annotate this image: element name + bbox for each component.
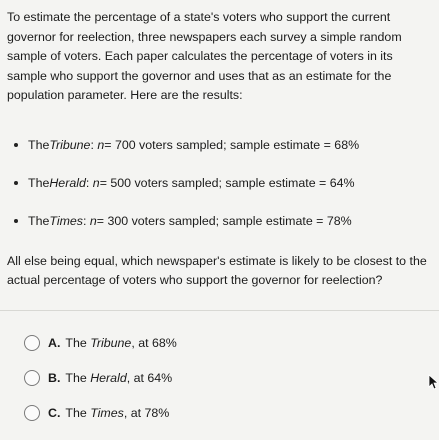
result-prefix: The: [28, 214, 50, 228]
mouse-pointer-icon: [428, 374, 438, 390]
result-colon: :: [82, 214, 87, 228]
choice-c[interactable]: [24, 404, 169, 422]
choice-paper: Tribune: [90, 336, 132, 350]
choice-letter: A.: [48, 336, 61, 350]
bullet-icon: [14, 143, 18, 147]
question-line: actual percentage of voters who support the governor for reelection?: [7, 272, 383, 287]
result-detail: = 300 voters sampled; sample estimate = 78%: [96, 214, 352, 228]
result-detail: = 500 voters sampled; sample estimate = 64%: [99, 176, 355, 190]
passage-line: To estimate the percentage of a state's voters who support the current: [7, 10, 391, 24]
result-item-times: [14, 212, 352, 230]
question-line: All else being equal, which newspaper's estimate is likely to be closest to the: [7, 254, 427, 268]
passage-line: sample who support the governor and uses that as an estimate for the: [7, 68, 392, 83]
passage: [7, 8, 431, 106]
result-n-label: n: [89, 214, 97, 228]
choice-prefix: The: [65, 371, 87, 385]
divider: [0, 310, 439, 311]
choice-a[interactable]: [24, 334, 177, 352]
result-colon: :: [90, 138, 94, 152]
result-item-herald: [14, 174, 355, 192]
result-paper-name: Tribune: [49, 138, 91, 152]
result-prefix: The: [28, 176, 50, 190]
result-paper-name: Herald: [49, 176, 86, 190]
choice-paper: Times: [90, 406, 124, 420]
choice-b[interactable]: [24, 369, 172, 387]
choice-suffix: , at 64%: [126, 371, 173, 385]
result-n-label: n: [92, 176, 100, 190]
passage-line: governor for reelection, three newspapers each survey a simple random: [7, 29, 402, 44]
choice-letter: C.: [48, 406, 61, 420]
result-prefix: The: [28, 138, 50, 152]
passage-line: population parameter. Here are the results:: [7, 88, 243, 103]
choice-prefix: The: [65, 406, 87, 420]
passage-line: sample of voters. Each paper calculates the percentage of voters in its: [7, 49, 393, 64]
radio-circle-icon[interactable]: [24, 370, 40, 386]
choice-suffix: , at 68%: [131, 336, 177, 350]
result-detail: = 700 voters sampled; sample estimate = 68%: [104, 138, 360, 152]
bullet-icon: [14, 219, 18, 223]
result-paper-name: Times: [49, 214, 83, 228]
question-stem: [7, 252, 437, 289]
choice-prefix: The: [65, 336, 87, 350]
choice-suffix: , at 78%: [123, 406, 170, 420]
radio-circle-icon[interactable]: [24, 335, 40, 351]
result-colon: :: [85, 176, 90, 190]
result-item-tribune: [14, 136, 359, 154]
radio-circle-icon[interactable]: [24, 405, 40, 421]
result-n-label: n: [97, 138, 105, 152]
choice-paper: Herald: [90, 371, 127, 385]
choice-letter: B.: [48, 371, 61, 385]
bullet-icon: [14, 181, 18, 185]
